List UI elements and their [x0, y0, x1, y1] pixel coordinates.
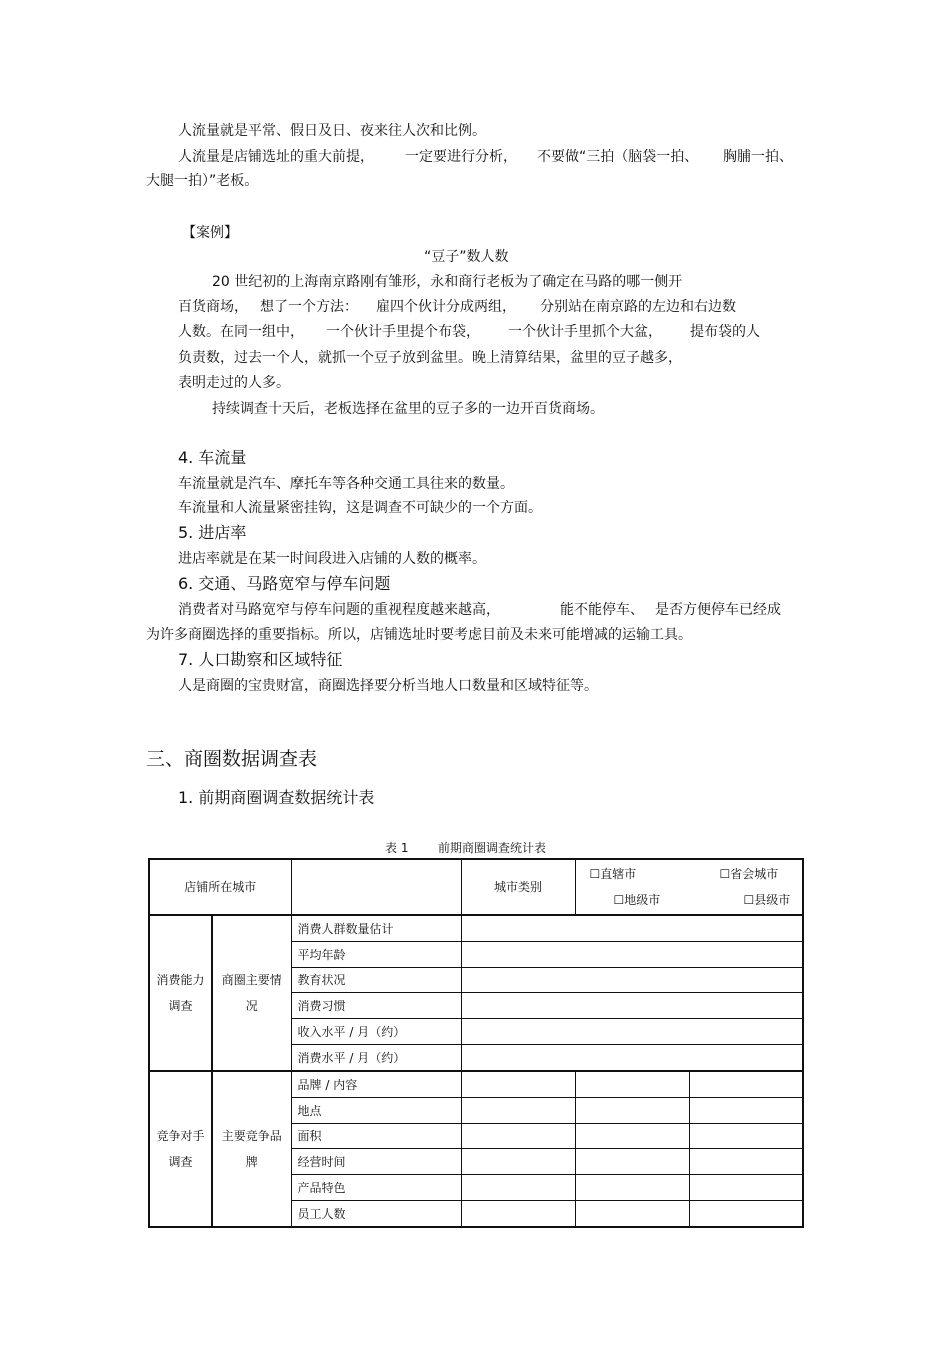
case-p6: 持续调查十天后，老板选择在盆里的豆子多的一边开百货商场。	[212, 401, 604, 417]
group-brand-text: 主要竞争品牌	[221, 1128, 282, 1169]
case-p2d: 分别站在南京路的左边和右边数	[540, 299, 736, 315]
row-label: 平均年龄	[291, 941, 461, 967]
city-input-cell[interactable]	[291, 859, 461, 915]
row-value[interactable]	[461, 1044, 803, 1070]
cell[interactable]	[575, 1201, 689, 1227]
row-value[interactable]	[461, 993, 803, 1019]
cell[interactable]	[575, 1071, 689, 1097]
cell[interactable]	[575, 1123, 689, 1149]
case-p2c: 雇四个伙计分成两组，	[376, 299, 516, 315]
cell[interactable]	[461, 1201, 575, 1227]
cell[interactable]	[689, 1175, 803, 1201]
cell[interactable]	[689, 1097, 803, 1123]
cell[interactable]	[689, 1071, 803, 1097]
row-value[interactable]	[461, 1019, 803, 1045]
case-p3d: 提布袋的人	[690, 324, 760, 340]
option-provincial-capital[interactable]: ☐省会城市	[719, 866, 779, 881]
table-caption-title: 前期商圈调查统计表	[438, 841, 547, 855]
intro-line-2d: 胸脯一拍、	[723, 149, 793, 165]
cell[interactable]	[461, 1123, 575, 1149]
section-4-p2: 车流量和人流量紧密挂钩，这是调查不可缺少的一个方面。	[178, 500, 542, 516]
cell[interactable]	[461, 1149, 575, 1175]
city-label: 店铺所在城市	[184, 879, 257, 894]
intro-line-3: 大腿一拍）”老板。	[146, 173, 259, 189]
intro-line-2c: 不要做“三拍（脑袋一拍、	[537, 149, 699, 165]
section-5-title: 5. 进店率	[178, 523, 247, 542]
group-competitor-text: 竞争对手调查	[156, 1128, 205, 1169]
category-label: 城市类别	[494, 879, 543, 894]
section-6-title: 6. 交通、马路宽窄与停车问题	[178, 574, 391, 593]
cell[interactable]	[461, 1071, 575, 1097]
city-label-cell	[149, 859, 291, 915]
part-3-title: 三、商圈数据调查表	[146, 748, 318, 770]
cell[interactable]	[461, 1097, 575, 1123]
row-label: 教育状况	[291, 967, 461, 993]
section-6-p1a: 消费者对马路宽窄与停车问题的重视程度越来越高，	[178, 602, 500, 618]
section-7-title: 7. 人口勘察和区域特征	[178, 650, 343, 669]
cell[interactable]	[575, 1149, 689, 1175]
case-p3b: 一个伙计手里提个布袋，	[326, 324, 480, 340]
group-district-text: 商圈主要情况	[221, 972, 282, 1013]
case-p5: 表明走过的人多。	[178, 375, 290, 391]
row-label: 地点	[291, 1097, 461, 1123]
survey-table	[148, 858, 804, 1228]
case-p2a: 百货商场，	[178, 299, 248, 315]
case-label: 【案例】	[182, 225, 238, 241]
cell[interactable]	[461, 1175, 575, 1201]
row-label: 面积	[291, 1123, 461, 1149]
group-brand-label	[212, 1071, 291, 1227]
option-county-city[interactable]: ☐县级市	[743, 892, 791, 907]
section-5-p1: 进店率就是在某一时间段进入店铺的人数的概率。	[178, 551, 486, 567]
option-prefecture-city[interactable]: ☐地级市	[613, 892, 661, 907]
case-p4: 负责数，过去一个人，就抓一个豆子放到盆里。晚上清算结果，盆里的豆子越多，	[178, 350, 682, 366]
cell[interactable]	[575, 1097, 689, 1123]
section-4-p1: 车流量就是汽车、摩托车等各种交通工具往来的数量。	[178, 476, 514, 492]
intro-line-2b: 一定要进行分析，	[405, 149, 517, 165]
row-label: 经营时间	[291, 1149, 461, 1175]
section-6-p1c: 是否方便停车已经成	[655, 602, 781, 618]
cell[interactable]	[689, 1123, 803, 1149]
group-district-label	[212, 915, 291, 1071]
table-caption-number: 表 1	[385, 841, 409, 855]
group-consumption-text: 消费能力调查	[156, 972, 205, 1013]
case-p3a: 人数。在同一组中，	[178, 324, 304, 340]
intro-line-1: 人流量就是平常、假日及日、夜来往人次和比例。	[178, 123, 486, 139]
row-label: 消费人群数量估计	[291, 915, 461, 941]
row-value[interactable]	[461, 915, 803, 941]
section-6-p1b: 能不能停车、	[560, 602, 644, 618]
row-label: 产品特色	[291, 1175, 461, 1201]
group-consumption-label	[149, 915, 212, 1071]
section-4-title: 4. 车流量	[178, 448, 247, 467]
section-6-p2: 为许多商圈选择的重要指标。所以，店铺选址时要考虑目前及未来可能增减的运输工具。	[146, 627, 692, 643]
intro-line-2a: 人流量是店铺选址的重大前提，	[178, 149, 374, 165]
case-title: “豆子”数人数	[424, 249, 509, 265]
group-competitor-label	[149, 1071, 212, 1227]
option-municipality[interactable]: ☐直辖市	[589, 866, 637, 881]
row-label: 品牌 / 内容	[291, 1071, 461, 1097]
cell[interactable]	[575, 1175, 689, 1201]
section-7-p1: 人是商圈的宝贵财富，商圈选择要分析当地人口数量和区域特征等。	[178, 678, 598, 694]
row-label: 消费水平 / 月（约）	[291, 1044, 461, 1070]
case-p1: 20 世纪初的上海南京路刚有雏形，永和商行老板为了确定在马路的哪一侧开	[212, 274, 683, 290]
case-p2b: 想了一个方法：	[260, 299, 358, 315]
part-3-subtitle: 1. 前期商圈调查数据统计表	[178, 788, 375, 807]
row-label: 收入水平 / 月（约）	[291, 1019, 461, 1045]
row-label: 员工人数	[291, 1201, 461, 1227]
cell[interactable]	[689, 1201, 803, 1227]
row-label: 消费习惯	[291, 993, 461, 1019]
case-p3c: 一个伙计手里抓个大盆，	[508, 324, 662, 340]
cell[interactable]	[689, 1149, 803, 1175]
category-options	[575, 859, 803, 915]
category-label-cell	[461, 859, 575, 915]
row-value[interactable]	[461, 967, 803, 993]
row-value[interactable]	[461, 941, 803, 967]
